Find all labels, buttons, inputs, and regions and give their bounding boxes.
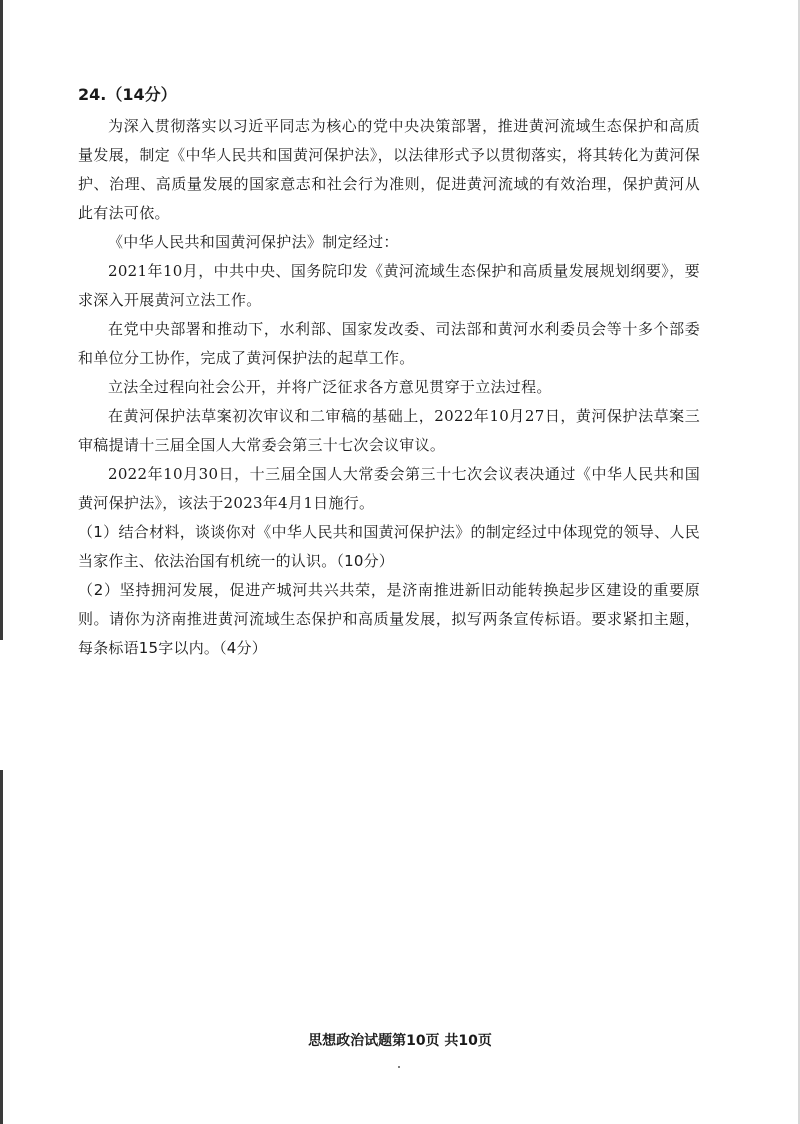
material-paragraph-passed: 2022年10月30日，十三届全国人大常委会第三十七次会议表决通过《中华人民共和国黄河保护法》，该法于2023年4月1日施行。: [78, 465, 700, 512]
page-footer: 思想政治试题第10页 共10页: [308, 1033, 492, 1049]
material-paragraph-review: 在黄河保护法草案初次审议和二审稿的基础上，2022年10月27日，黄河保护法草案三审稿提请十三届全国人大常委会第三十七次会议审议。: [78, 407, 700, 454]
material-paragraph-public: 立法全过程向社会公开，并将广泛征求各方意见贯穿于立法过程。: [108, 378, 552, 396]
material-paragraph-drafting: 在党中央部署和推动下，水利部、国家发改委、司法部和黄河水利委员会等十多个部委和单位分工协作，完成了黄河保护法的起草工作。: [78, 320, 700, 367]
scan-edge-left-lower: [0, 770, 3, 1124]
task-1: （1）结合材料，谈谈你对《中华人民共和国黄河保护法》的制定经过中体现党的领导、人民当家作主、依法治国有机统一的认识。（10分）: [78, 523, 700, 570]
material-paragraph-intro: 为深入贯彻落实以习近平同志为核心的党中央决策部署，推进黄河流域生态保护和高质量发展，制定《中华人民共和国黄河保护法》，以法律形式予以贯彻落实，将其转化为黄河保护、治理、高质量发展的国家意志和社会行为准则，促进黄河流域的有效治理，保护黄河从此有法可依。: [78, 117, 700, 222]
question-content: [78, 84, 700, 663]
material-paragraph-process-title: 《中华人民共和国黄河保护法》制定经过：: [108, 233, 399, 251]
task-2: （2）坚持拥河发展，促进产城河共兴共荣，是济南推进新旧动能转换起步区建设的重要原则。请你为济南推进黄河流域生态保护和高质量发展，拟写两条宣传标语。要求紧扣主题，每条标语15字以内。（4分）: [78, 581, 700, 657]
scan-edge-left: [0, 0, 3, 640]
material-paragraph-2021: 2021年10月，中共中央、国务院印发《黄河流域生态保护和高质量发展规划纲要》，要求深入开展黄河立法工作。: [78, 262, 700, 309]
question-number: 24.（14分）: [78, 85, 177, 104]
scan-speck: [398, 1066, 400, 1068]
